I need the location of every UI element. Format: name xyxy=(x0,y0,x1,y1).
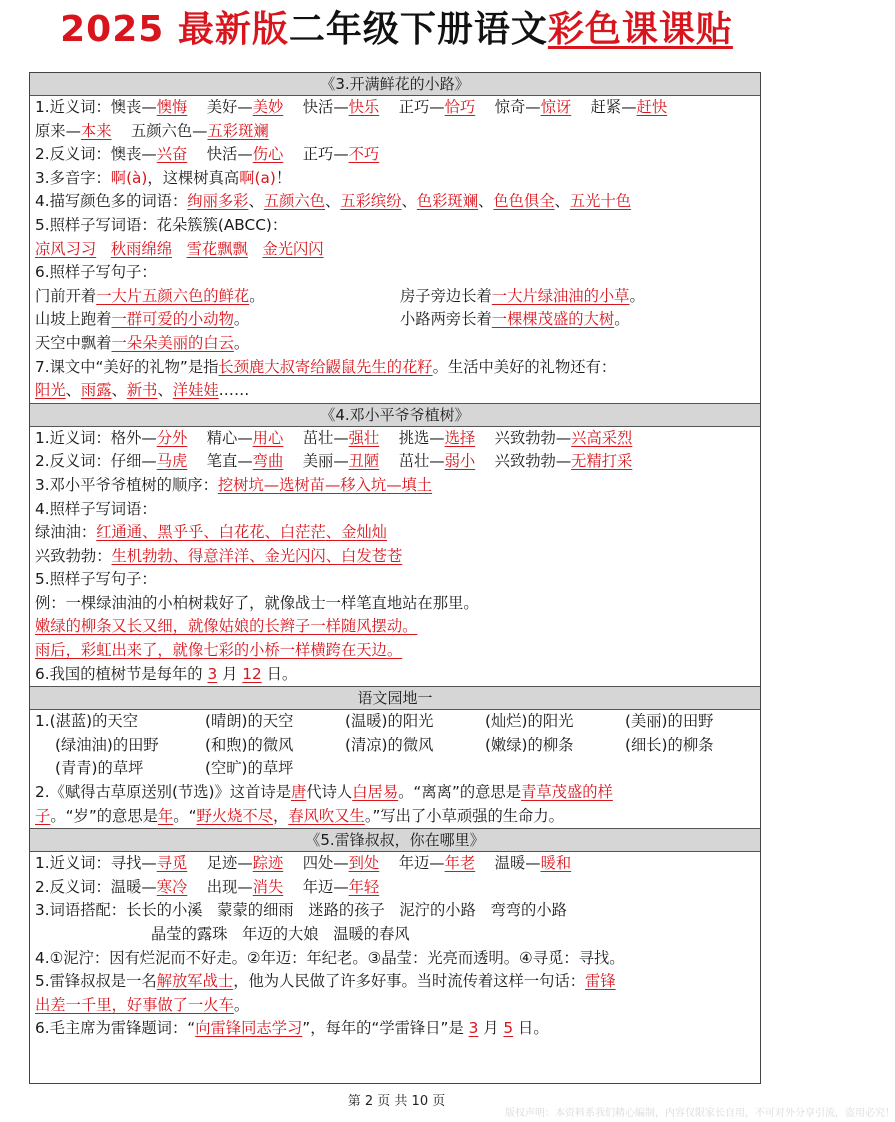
poem-line-2: 子。“岁”的意思是年。“野火烧不尽，春风吹又生。”写出了小草顽强的生命力。 xyxy=(35,806,564,825)
word-prompt: 4.照样子写词语： xyxy=(35,499,157,518)
section-header-garden1: 语文园地一 xyxy=(30,686,760,710)
section-header-lesson5: 《5.雷锋叔叔，你在哪里》 xyxy=(30,828,760,852)
sentence-row-2: 山坡上跑着一群可爱的小动物。 小路两旁长着一棵棵茂盛的大树。 xyxy=(35,310,630,329)
sentence-row-3: 天空中飘着一朵朵美丽的白云。 xyxy=(35,333,250,352)
definition-line: 4.①泥泞：因有烂泥而不好走。②年迈：年纪老。③晶莹：光亮而透明。④寻觅：寻找。 xyxy=(35,948,625,967)
example-sentence: 例：一棵绿油油的小柏树栽好了，就像战士一样笔直地站在那里。 xyxy=(35,593,479,612)
title-year: 2025 xyxy=(60,9,165,50)
collocation-line-1: 3.词语搭配：长长的小溪 蒙蒙的细雨 迷路的孩子 泥泞的小路 弯弯的小路 xyxy=(35,901,567,920)
abcc-answers: 凉风习习 秋雨绵绵 雪花飘飘 金光闪闪 xyxy=(35,239,324,258)
antonyms-line: 2.反义词：温暖—寒冷 出现—消失 年迈—年轻 xyxy=(35,877,380,896)
arbor-day-line: 6.我国的植树节是每年的 3 月 12 日。 xyxy=(35,664,298,683)
page-title xyxy=(0,0,793,56)
antonyms-line: 2.反义词：懊丧—兴奋 快活—伤心 正巧—不巧 xyxy=(35,145,380,164)
abcc-words-line: 兴致勃勃：生机勃勃、得意洋洋、金光闪闪、白发苍苍 xyxy=(35,546,403,565)
synonyms-line: 1.近义词：寻找—寻觅 足迹—踪迹 四处—到处 年迈—年老 温暖—暖和 xyxy=(35,854,572,873)
content-frame xyxy=(29,72,761,1084)
copyright-notice: 版权声明：本资料系我们精心编制，内容仅限家长自用，不可对外分享引流，盗用必究！ xyxy=(505,1108,895,1119)
section-header-lesson4: 《4.邓小平爷爷植树》 xyxy=(30,403,760,427)
collocation-line-2: 晶莹的露珠 年迈的大娘 温暖的春风 xyxy=(151,925,410,943)
leifeng-line-3: 6.毛主席为雷锋题词：“向雷锋同志学习”，每年的“学雷锋日”是 3 月 5 日。 xyxy=(35,1019,549,1038)
sentence-row-1: 门前开着一大片五颜六色的鲜花。 房子旁边长着一大片绿油油的小草。 xyxy=(35,286,645,305)
planting-order-line: 3.邓小平爷爷植树的顺序：挖树坑—选树苗—移入坑—填土 xyxy=(35,475,433,494)
poem-line-1: 2.《赋得古草原送别(节选)》这首诗是唐代诗人白居易。“离离”的意思是青草茂盛的样 xyxy=(35,783,613,802)
phrase-row-2: (绿油油)的田野 (和煦)的微风 (清凉)的微风 (嫩绿)的柳条 (细长)的柳条 xyxy=(55,735,714,754)
answer-sentence-2: 雨后，彩虹出来了，就像七彩的小桥一样横跨在天边。 xyxy=(35,641,403,660)
section-lesson3 xyxy=(30,96,760,403)
color-words-line: 4.描写颜色多的词语：绚丽多彩、五颜六色、五彩缤纷、色彩斑斓、色色俱全、五光十色 xyxy=(35,192,632,211)
synonyms-line: 1.近义词：懊丧—懊悔 美好—美妙 快活—快乐 正巧—恰巧 惊奇—惊讶 赶紧—赶快 xyxy=(35,98,668,116)
title-edition: 最新版 xyxy=(177,9,289,50)
section-lesson4 xyxy=(30,427,760,687)
abcc-prompt: 5.照样子写词语：花朵簇簇(ABCC)： xyxy=(35,215,288,234)
polyphone-line: 3.多音字：啊(à)，这棵树真高啊(a)！ xyxy=(35,168,292,187)
gift-answers: 阳光、雨露、新书、洋娃娃…… xyxy=(35,381,250,400)
sentence-prompt: 6.照样子写句子： xyxy=(35,263,157,282)
synonyms-line-2: 原来—本来 五颜六色—五彩斑斓 xyxy=(35,121,269,140)
answer-sentence-1: 嫩绿的柳条又长又细，就像姑娘的长辫子一样随风摆动。 xyxy=(35,617,418,636)
abb-words-line: 绿油油：红通通、黑乎乎、白花花、白茫茫、金灿灿 xyxy=(35,523,387,542)
antonyms-line: 2.反义词：仔细—马虎 笔直—弯曲 美丽—丑陋 茁壮—弱小 兴致勃勃—无精打采 xyxy=(35,452,633,471)
title-grade: 二年级下册语文 xyxy=(288,9,548,50)
section-header-lesson3: 《3.开满鲜花的小路》 xyxy=(30,73,760,96)
page-number: 第 2 页 共 10 页 xyxy=(347,1094,446,1109)
section-lesson5 xyxy=(30,852,760,1041)
leifeng-line-2: 出差一千里，好事做了一火车。 xyxy=(35,995,250,1014)
sentence-prompt: 5.照样子写句子： xyxy=(35,570,157,589)
title-highlight: 彩色课课贴 xyxy=(547,9,733,50)
phrase-row-1: 1.(湛蓝)的天空 (晴朗)的天空 (温暖)的阳光 (灿烂)的阳光 (美丽)的田野 xyxy=(35,712,714,731)
section-garden1 xyxy=(30,710,760,828)
synonyms-line: 1.近义词：格外—分外 精心—用心 茁壮—强壮 挑选—选择 兴致勃勃—兴高采烈 xyxy=(35,428,633,447)
gift-line: 7.课文中“美好的礼物”是指长颈鹿大叔寄给鼹鼠先生的花籽。生活中美好的礼物还有： xyxy=(35,357,617,376)
phrase-row-3: (青青)的草坪 (空旷)的草坪 xyxy=(55,759,294,778)
leifeng-line-1: 5.雷锋叔叔是一名解放军战士，他为人民做了许多好事。当时流传着这样一句话：雷锋 xyxy=(35,972,616,991)
